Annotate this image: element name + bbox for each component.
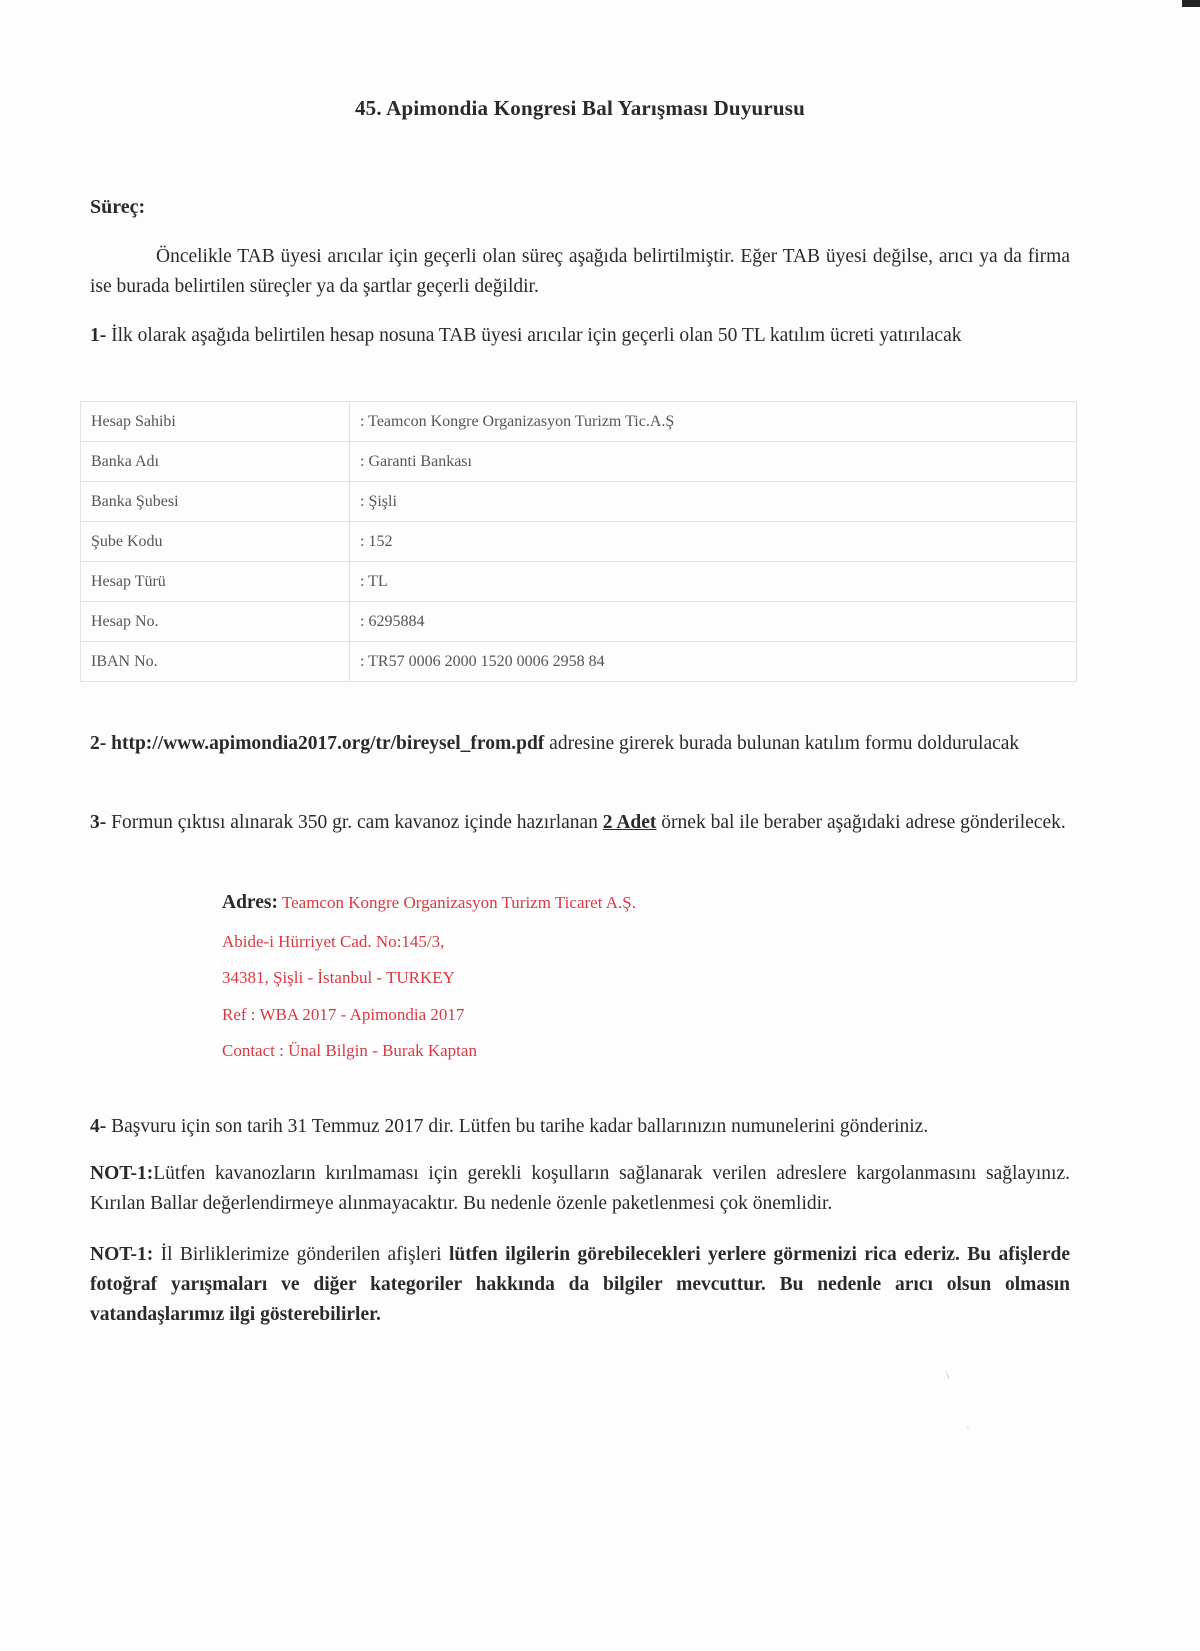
address-line-2: Abide-i Hürriyet Cad. No:145/3, bbox=[222, 932, 445, 951]
section-heading: Süreç: bbox=[90, 196, 146, 218]
bank-field-label: Hesap Sahibi bbox=[81, 402, 350, 442]
step-1-text: İlk olarak aşağıda belirtilen hesap nosuna TAB üyesi arıcılar için geçerli olan 50 TL katılım ücreti yatırılacak bbox=[111, 325, 962, 346]
bank-table-row bbox=[81, 402, 1077, 442]
step-4-number: 4- bbox=[90, 1116, 107, 1137]
scan-speck: · bbox=[966, 1420, 970, 1434]
address-heading: Adres: bbox=[222, 892, 278, 913]
step-1-paragraph bbox=[90, 321, 1070, 351]
bank-table-row bbox=[81, 482, 1077, 522]
bank-field-label: Hesap Türü bbox=[81, 562, 350, 602]
step-3-number: 3- bbox=[90, 812, 107, 833]
scan-corner-mark bbox=[1182, 0, 1200, 7]
note-1-text: Lütfen kavanozların kırılmaması için gerekli koşulların sağlanarak verilen adreslere kargolanmasını sağlayınız. Kırılan Ballar değerlendirmeye alınmayacaktır. Bu nedenle özenle paketlenmesi çok önemlidir. bbox=[90, 1163, 1070, 1214]
step-2-paragraph bbox=[90, 729, 1070, 759]
step-4-paragraph bbox=[90, 1112, 1070, 1142]
scan-speck: \ bbox=[946, 1368, 950, 1382]
step-2-number: 2- bbox=[90, 733, 107, 754]
address-company: Teamcon Kongre Organizasyon Turizm Ticaret A.Ş. bbox=[281, 893, 636, 912]
note-1-paragraph bbox=[90, 1159, 1070, 1219]
bank-field-label: Banka Şubesi bbox=[81, 482, 350, 522]
step-4-text: Başvuru için son tarih 31 Temmuz 2017 dir. Lütfen bu tarihe kadar ballarınızın numunelerini gönderiniz. bbox=[111, 1116, 929, 1137]
bank-table-row bbox=[81, 562, 1077, 602]
form-url: http://www.apimondia2017.org/tr/bireysel_from.pdf bbox=[111, 733, 545, 754]
bank-table-row bbox=[81, 642, 1077, 682]
note-1-label: NOT-1: bbox=[90, 1163, 154, 1184]
note-2-label: NOT-1: bbox=[90, 1244, 154, 1265]
bank-table-row bbox=[81, 602, 1077, 642]
bank-table-row bbox=[81, 442, 1077, 482]
note-2-text-bold: lütfen ilgilerin görebilecekleri yerlere görmenizi rica ederiz. Bu afişlerde fotoğraf yarışmaları ve diğer kategoriler hakkında da bilgiler mevcuttur. Bu nedenle arıcı olsun olmasın vatandaşlarımız ilgi gösterebilirler. bbox=[90, 1244, 1070, 1325]
bank-field-value: : TL bbox=[350, 562, 1077, 602]
bank-field-label: Hesap No. bbox=[81, 602, 350, 642]
step-3-text-before: Formun çıktısı alınarak 350 gr. cam kavanoz içinde hazırlanan bbox=[111, 812, 598, 833]
document-title: 45. Apimondia Kongresi Bal Yarışması Duyurusu bbox=[354, 96, 806, 120]
step-1-number: 1- bbox=[90, 325, 107, 346]
bank-field-value: : Şişli bbox=[350, 482, 1077, 522]
step-3-emphasis: 2 Adet bbox=[602, 812, 657, 833]
bank-field-value: : 152 bbox=[350, 522, 1077, 562]
step-3-text-after: örnek bal ile beraber aşağıdaki adrese gönderilecek. bbox=[661, 812, 1066, 833]
bank-field-label: Banka Adı bbox=[81, 442, 350, 482]
intro-paragraph: Öncelikle TAB üyesi arıcılar için geçerli olan süreç aşağıda belirtilmiştir. Eğer TAB üyesi değilse, arıcı ya da firma ise burada belirtilen süreçler ya da şartlar geçerli değildir. bbox=[90, 246, 1070, 297]
bank-field-value: : Garanti Bankası bbox=[350, 442, 1077, 482]
bank-table-row bbox=[81, 522, 1077, 562]
address-reference: Ref : WBA 2017 - Apimondia 2017 bbox=[222, 1005, 465, 1024]
step-2-text: adresine girerek burada bulunan katılım formu doldurulacak bbox=[549, 733, 1020, 754]
bank-details-table bbox=[80, 401, 1077, 682]
address-line-3: 34381, Şişli - İstanbul - TURKEY bbox=[222, 968, 455, 987]
bank-field-label: Şube Kodu bbox=[81, 522, 350, 562]
note-2-text-plain: İl Birliklerimize gönderilen afişleri bbox=[160, 1244, 442, 1265]
note-2-paragraph bbox=[90, 1240, 1070, 1330]
bank-field-value: : TR57 0006 2000 1520 0006 2958 84 bbox=[350, 642, 1077, 682]
address-line-1 bbox=[222, 892, 636, 914]
address-contact: Contact : Ünal Bilgin - Burak Kaptan bbox=[222, 1041, 477, 1060]
bank-field-value: : Teamcon Kongre Organizasyon Turizm Tic.A.Ş bbox=[350, 402, 1077, 442]
bank-field-label: IBAN No. bbox=[81, 642, 350, 682]
bank-field-value: : 6295884 bbox=[350, 602, 1077, 642]
step-3-paragraph bbox=[90, 808, 1070, 838]
